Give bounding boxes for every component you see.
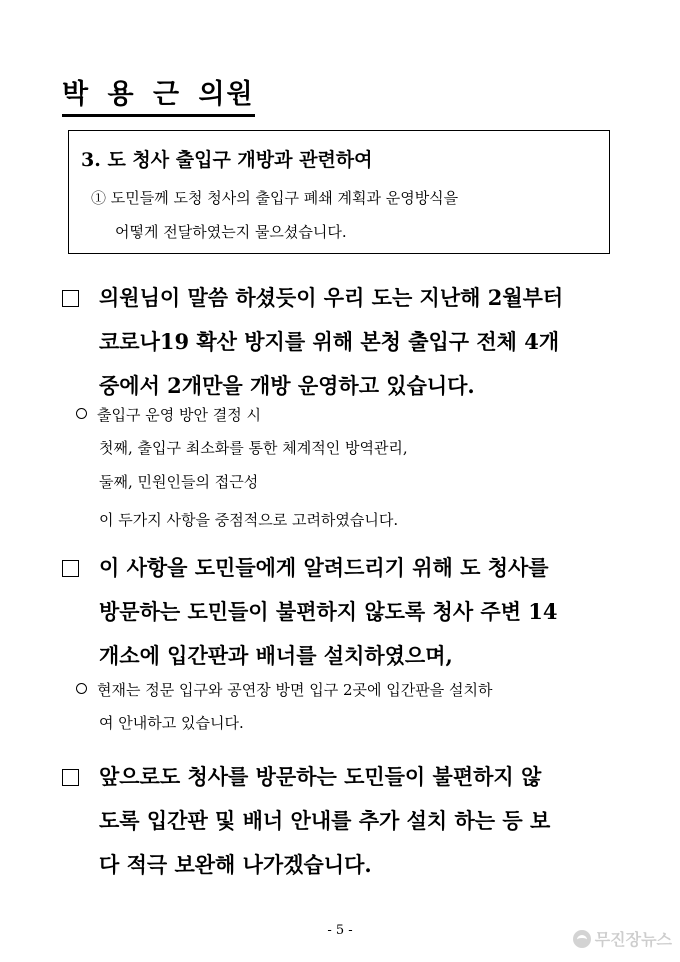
answer-1-line-1: 의원님이 말씀 하셨듯이 우리 도는 지난해 2월부터 (99, 285, 564, 310)
question-line-2: 어떻게 전달하였는지 물으셨습니다. (115, 223, 347, 241)
answer-3-line-1: 앞으로도 청사를 방문하는 도민들이 불편하지 않 (99, 764, 542, 789)
question-heading: 3. 도 청사 출입구 개방과 관련하여 (81, 149, 373, 171)
detail-1-line-4: 이 두가지 사항을 중점적으로 고려하였습니다. (99, 511, 399, 529)
answer-paragraph-1 (62, 276, 563, 408)
detail-1-line-1-text: 출입구 운영 방안 결정 시 (97, 406, 261, 424)
detail-1-line-2: 첫째, 출입구 최소화를 통한 체계적인 방역관리, (99, 439, 408, 457)
answer-1-line-2: 코로나19 확산 방지를 위해 본청 출입구 전체 4개 (99, 329, 560, 354)
page-number: - 5 - (327, 923, 353, 938)
answer-3-line-2: 도록 입간판 및 배너 안내를 추가 설치 하는 등 보 (99, 808, 551, 833)
watermark (573, 927, 672, 950)
answer-2-line-3: 개소에 입간판과 배너를 설치하였으며, (99, 643, 453, 668)
detail-2-line-1-text: 현재는 정문 입구와 공연장 방면 입구 2곳에 입간판을 설치하 (97, 681, 493, 699)
detail-1-line-1 (76, 405, 261, 425)
answer-1-line-3: 중에서 2개만을 개방 운영하고 있습니다. (99, 373, 475, 398)
checkbox-bullet-icon (62, 290, 79, 307)
page-title: 박 용 근 의원 (62, 78, 255, 117)
question-box (68, 130, 610, 254)
answer-paragraph-3 (62, 755, 550, 887)
watermark-text: 무진장뉴스 (594, 930, 672, 949)
answer-2-line-2: 방문하는 도민들이 불편하지 않도록 청사 주변 14 (99, 599, 558, 624)
answer-paragraph-2 (62, 546, 558, 678)
detail-2-line-1 (76, 680, 492, 700)
checkbox-bullet-icon (62, 560, 79, 577)
answer-2-line-1: 이 사항을 도민들에게 알려드리기 위해 도 청사를 (99, 555, 549, 580)
answer-3-line-3: 다 적극 보완해 나가겠습니다. (99, 852, 372, 877)
checkbox-bullet-icon (62, 769, 79, 786)
detail-2-line-2: 여 안내하고 있습니다. (99, 714, 244, 732)
circle-bullet-icon (76, 408, 87, 419)
detail-1-line-3: 둘째, 민원인들의 접근성 (99, 473, 259, 491)
circle-bullet-icon (76, 683, 87, 694)
watermark-logo-icon (573, 930, 591, 948)
question-line-1: ① 도민들께 도청 청사의 출입구 폐쇄 계획과 운영방식을 (91, 189, 459, 207)
